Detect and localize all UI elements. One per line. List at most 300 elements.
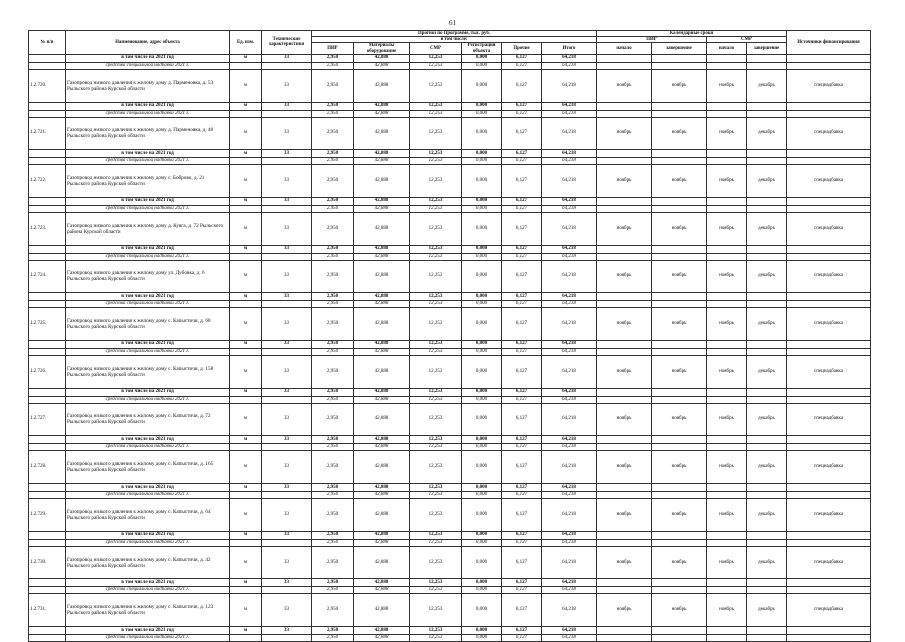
table-row-object [29,260,871,293]
smr-start-cell: ноябрь [707,308,747,341]
fund-label: средства специальной надбавки 2021 г. [66,539,230,546]
smr-end-cell: декабрь [747,69,787,102]
pir-cell: 2,950 [312,245,354,253]
including-label: в том числе на 2021 год [66,340,230,348]
unit-cell: м [230,245,262,253]
funding-cell: спецнадбавка [787,212,871,245]
materials-cell: 42,888 [354,293,410,301]
funding-cell: спецнадбавка [787,355,871,388]
other-cell: 6,127 [502,403,542,436]
pir-cell: 2,950 [312,627,354,635]
unit-cell: м [230,165,262,198]
table-body [29,54,871,641]
smr-cell: 12,253 [410,396,462,403]
including-label: в том числе на 2021 год [66,484,230,492]
table-row-object [29,165,871,198]
smr-cell: 12,253 [410,54,462,62]
total-cell: 64,218 [542,451,597,484]
smr-cell: 12,253 [410,260,462,293]
pir-cell: 2,950 [312,165,354,198]
reg-cell: 0,000 [462,594,502,627]
smr-start-cell: ноябрь [707,260,747,293]
other-cell: 6,127 [502,110,542,117]
smr-start-cell: ноябрь [707,594,747,627]
total-cell: 64,218 [542,197,597,205]
smr-end-cell: декабрь [747,212,787,245]
pir-cell: 2,950 [312,539,354,546]
pir-cell: 2,950 [312,484,354,492]
tech-cell: 33 [262,499,312,532]
total-cell: 64,218 [542,62,597,69]
table-row-including [29,436,871,444]
pir-cell: 2,950 [312,355,354,388]
header-total: Итого [542,43,597,54]
smr-start-cell: ноябрь [707,69,747,102]
materials-cell: 42,888 [354,340,410,348]
including-label: в том числе на 2021 год [66,150,230,158]
fund-label: средства специальной надбавки 2021 г. [66,492,230,499]
materials-cell: 42,888 [354,212,410,245]
table-row-fund [29,539,871,546]
total-cell: 64,218 [542,627,597,635]
pir-cell: 2,950 [312,403,354,436]
table-row-fund [29,635,871,642]
total-cell: 64,218 [542,492,597,499]
reg-cell: 0,000 [462,484,502,492]
unit-cell: м [230,260,262,293]
smr-cell: 12,253 [410,484,462,492]
including-label: в том числе на 2021 год [66,579,230,587]
smr-cell: 12,253 [410,499,462,532]
unit-cell: м [230,293,262,301]
pir-cell: 2,950 [312,340,354,348]
pir-cell: 2,950 [312,253,354,260]
tech-cell: 33 [262,531,312,539]
smr-cell: 12,253 [410,388,462,396]
table-row-including [29,54,871,62]
pir-end-cell: ноябрь [652,308,707,341]
other-cell: 6,127 [502,348,542,355]
header-registration: Регистрация объекта [462,43,502,54]
other-cell: 6,127 [502,340,542,348]
unit-cell: м [230,69,262,102]
tech-cell: 33 [262,388,312,396]
other-cell: 6,127 [502,212,542,245]
funding-cell: спецнадбавка [787,403,871,436]
table-row-object [29,451,871,484]
name-cell: Газопровод низкого давления к жилому дому с. Капыстичи, д. 158 Рыльского района Курской области [66,355,230,388]
num-cell: 1.2.727. [29,403,66,436]
tech-cell: 33 [262,197,312,205]
total-cell: 64,218 [542,436,597,444]
other-cell: 6,127 [502,388,542,396]
name-cell: Газопровод низкого давления к жилому дому ул. Дубовка, д. 6 Рыльского района Курской области [66,260,230,293]
other-cell: 6,127 [502,396,542,403]
smr-cell: 12,253 [410,635,462,642]
table-row-object [29,69,871,102]
reg-cell: 0,000 [462,492,502,499]
other-cell: 6,127 [502,451,542,484]
table-row-including [29,340,871,348]
pir-start-cell: ноябрь [597,355,652,388]
funding-cell: спецнадбавка [787,546,871,579]
smr-end-cell: декабрь [747,499,787,532]
materials-cell: 42,888 [354,484,410,492]
reg-cell: 0,000 [462,301,502,308]
table-row-fund [29,444,871,451]
reg-cell: 0,000 [462,451,502,484]
tech-cell: 33 [262,579,312,587]
num-cell: 1.2.724. [29,260,66,293]
total-cell: 64,218 [542,308,597,341]
table-row-object [29,546,871,579]
materials-cell: 42,888 [354,587,410,594]
total-cell: 64,218 [542,444,597,451]
smr-cell: 12,253 [410,110,462,117]
pir-cell: 2,950 [312,594,354,627]
header-unit: Ед. изм. [230,31,262,55]
total-cell: 64,218 [542,539,597,546]
table-row-including [29,150,871,158]
name-cell: Газопровод низкого давления к жилому дому с. Капыстичи, д. 123 Рыльского района Курской области [66,594,230,627]
table-row-object [29,403,871,436]
funding-cell: спецнадбавка [787,69,871,102]
smr-start-cell: ноябрь [707,165,747,198]
tech-cell: 33 [262,594,312,627]
pir-cell: 2,950 [312,301,354,308]
other-cell: 6,127 [502,150,542,158]
header-tech: Технические характеристики [262,31,312,55]
pir-cell: 2,950 [312,62,354,69]
reg-cell: 0,000 [462,635,502,642]
tech-cell: 33 [262,150,312,158]
header-pir-start: начало [597,43,652,54]
unit-cell: м [230,340,262,348]
smr-cell: 12,253 [410,436,462,444]
unit-cell: м [230,436,262,444]
pir-cell: 2,950 [312,293,354,301]
other-cell: 6,127 [502,579,542,587]
pir-cell: 2,950 [312,102,354,110]
other-cell: 6,127 [502,69,542,102]
smr-cell: 12,253 [410,579,462,587]
table-row-object [29,594,871,627]
pir-end-cell: ноябрь [652,165,707,198]
pir-end-cell: ноябрь [652,499,707,532]
smr-start-cell: ноябрь [707,355,747,388]
fund-label: средства специальной надбавки 2021 г. [66,158,230,165]
smr-cell: 12,253 [410,587,462,594]
other-cell: 6,127 [502,308,542,341]
total-cell: 64,218 [542,110,597,117]
reg-cell: 0,000 [462,54,502,62]
pir-cell: 2,950 [312,212,354,245]
num-cell: 1.2.728. [29,451,66,484]
smr-start-cell: ноябрь [707,451,747,484]
pir-cell: 2,950 [312,197,354,205]
tech-cell: 33 [262,212,312,245]
reg-cell: 0,000 [462,499,502,532]
smr-cell: 12,253 [410,102,462,110]
pir-start-cell: ноябрь [597,260,652,293]
pir-start-cell: ноябрь [597,212,652,245]
reg-cell: 0,000 [462,253,502,260]
header-name: Наименование, адрес объекта [66,31,230,55]
other-cell: 6,127 [502,492,542,499]
smr-cell: 12,253 [410,62,462,69]
tech-cell: 33 [262,69,312,102]
header-materials: Материалы оборудование [354,43,410,54]
table-row-fund [29,158,871,165]
table-row-including [29,197,871,205]
pir-start-cell: ноябрь [597,165,652,198]
materials-cell: 42,888 [354,62,410,69]
smr-cell: 12,253 [410,403,462,436]
reg-cell: 0,000 [462,158,502,165]
reg-cell: 0,000 [462,62,502,69]
pir-cell: 2,950 [312,348,354,355]
pir-cell: 2,950 [312,531,354,539]
smr-cell: 12,253 [410,444,462,451]
tech-cell: 33 [262,245,312,253]
smr-cell: 12,253 [410,117,462,150]
table-row-including [29,388,871,396]
other-cell: 6,127 [502,205,542,212]
materials-cell: 42,888 [354,546,410,579]
materials-cell: 42,888 [354,158,410,165]
other-cell: 6,127 [502,484,542,492]
materials-cell: 42,888 [354,635,410,642]
fund-label: средства специальной надбавки 2021 г. [66,348,230,355]
name-cell: Газопровод низкого давления к жилому дому с. Капыстичи, д. 165 Рыльского района Курской области [66,451,230,484]
pir-end-cell: ноябрь [652,212,707,245]
smr-cell: 12,253 [410,69,462,102]
other-cell: 6,127 [502,635,542,642]
fund-label: средства специальной надбавки 2021 г. [66,635,230,642]
unit-cell: м [230,594,262,627]
reg-cell: 0,000 [462,627,502,635]
total-cell: 64,218 [542,340,597,348]
total-cell: 64,218 [542,579,597,587]
table-row-object [29,355,871,388]
pir-cell: 2,950 [312,308,354,341]
fund-label: средства специальной надбавки 2021 г. [66,301,230,308]
materials-cell: 42,888 [354,69,410,102]
other-cell: 6,127 [502,301,542,308]
materials-cell: 42,888 [354,451,410,484]
pir-cell: 2,950 [312,388,354,396]
including-label: в том числе на 2021 год [66,293,230,301]
funding-cell: спецнадбавка [787,165,871,198]
table-row-fund [29,253,871,260]
pir-cell: 2,950 [312,436,354,444]
materials-cell: 42,888 [354,165,410,198]
pir-cell: 2,950 [312,499,354,532]
materials-cell: 42,888 [354,260,410,293]
smr-cell: 12,253 [410,348,462,355]
other-cell: 6,127 [502,260,542,293]
table-row-fund [29,492,871,499]
total-cell: 64,218 [542,117,597,150]
smr-start-cell: ноябрь [707,499,747,532]
including-label: в том числе на 2021 год [66,531,230,539]
reg-cell: 0,000 [462,197,502,205]
fund-label: средства специальной надбавки 2021 г. [66,396,230,403]
table-row-fund [29,587,871,594]
materials-cell: 42,888 [354,205,410,212]
smr-cell: 12,253 [410,355,462,388]
reg-cell: 0,000 [462,388,502,396]
including-label: в том числе на 2021 год [66,627,230,635]
pir-end-cell: ноябрь [652,451,707,484]
materials-cell: 42,888 [354,396,410,403]
smr-cell: 12,253 [410,492,462,499]
smr-start-cell: ноябрь [707,546,747,579]
other-cell: 6,127 [502,627,542,635]
table-row-including [29,531,871,539]
header-cal-pir: ПИР [597,37,707,43]
including-label: в том числе на 2021 год [66,54,230,62]
tech-cell: 33 [262,627,312,635]
tech-cell: 33 [262,484,312,492]
smr-cell: 12,253 [410,301,462,308]
materials-cell: 42,888 [354,253,410,260]
materials-cell: 42,888 [354,531,410,539]
unit-cell: м [230,579,262,587]
name-cell: Газопровод низкого давления к жилому дому с. Капыстичи, д. 68 Рыльского района Курской области [66,308,230,341]
pir-cell: 2,950 [312,117,354,150]
other-cell: 6,127 [502,499,542,532]
other-cell: 6,127 [502,197,542,205]
total-cell: 64,218 [542,212,597,245]
reg-cell: 0,000 [462,587,502,594]
total-cell: 64,218 [542,587,597,594]
pir-cell: 2,950 [312,158,354,165]
table-header [29,31,871,55]
table-row-object [29,117,871,150]
unit-cell: м [230,150,262,158]
pir-cell: 2,950 [312,546,354,579]
tech-cell: 33 [262,308,312,341]
reg-cell: 0,000 [462,205,502,212]
including-label: в том числе на 2021 год [66,388,230,396]
total-cell: 64,218 [542,260,597,293]
name-cell: Газопровод низкого давления к жилому дому д. Парменовка, д. 53 Рыльского района Курской области [66,69,230,102]
unit-cell: м [230,451,262,484]
total-cell: 64,218 [542,54,597,62]
pir-cell: 2,950 [312,451,354,484]
including-label: в том числе на 2021 год [66,102,230,110]
smr-end-cell: декабрь [747,117,787,150]
smr-start-cell: ноябрь [707,117,747,150]
program-table [28,30,871,642]
tech-cell: 33 [262,436,312,444]
materials-cell: 42,888 [354,492,410,499]
reg-cell: 0,000 [462,102,502,110]
smr-cell: 12,253 [410,627,462,635]
unit-cell: м [230,197,262,205]
funding-cell: спецнадбавка [787,117,871,150]
pir-cell: 2,950 [312,110,354,117]
total-cell: 64,218 [542,403,597,436]
table-row-including [29,102,871,110]
materials-cell: 42,888 [354,110,410,117]
smr-end-cell: декабрь [747,594,787,627]
pir-end-cell: ноябрь [652,355,707,388]
table-row-fund [29,205,871,212]
smr-end-cell: декабрь [747,165,787,198]
smr-cell: 12,253 [410,539,462,546]
total-cell: 64,218 [542,499,597,532]
pir-start-cell: ноябрь [597,117,652,150]
header-smr-start: начало [707,43,747,54]
materials-cell: 42,888 [354,348,410,355]
table-row-fund [29,62,871,69]
materials-cell: 42,888 [354,301,410,308]
other-cell: 6,127 [502,102,542,110]
reg-cell: 0,000 [462,110,502,117]
total-cell: 64,218 [542,69,597,102]
tech-cell: 33 [262,117,312,150]
fund-label: средства специальной надбавки 2021 г. [66,253,230,260]
name-cell: Газопровод низкого давления к жилому дому с. Боброво, д. 21 Рыльского района Курской области [66,165,230,198]
name-cell: Газопровод низкого давления к жилому дому с. Капыстичи, д. 64 Рыльского района Курской области [66,499,230,532]
tech-cell: 33 [262,260,312,293]
materials-cell: 42,888 [354,54,410,62]
fund-label: средства специальной надбавки 2021 г. [66,110,230,117]
page-number: 61 [449,19,456,27]
total-cell: 64,218 [542,205,597,212]
including-label: в том числе на 2021 год [66,197,230,205]
tech-cell: 33 [262,355,312,388]
header-num: № п/п [29,31,66,55]
smr-start-cell: ноябрь [707,212,747,245]
num-cell: 1.2.725. [29,308,66,341]
pir-start-cell: ноябрь [597,594,652,627]
total-cell: 64,218 [542,635,597,642]
header-other: Прочие [502,43,542,54]
other-cell: 6,127 [502,444,542,451]
smr-cell: 12,253 [410,531,462,539]
reg-cell: 0,000 [462,293,502,301]
other-cell: 6,127 [502,355,542,388]
smr-cell: 12,253 [410,546,462,579]
pir-cell: 2,950 [312,444,354,451]
header-forecast: Прогноз по Программе, тыс. руб. [312,31,597,37]
smr-end-cell: декабрь [747,355,787,388]
materials-cell: 42,888 [354,579,410,587]
reg-cell: 0,000 [462,396,502,403]
header-pir-end: завершение [652,43,707,54]
materials-cell: 42,888 [354,117,410,150]
reg-cell: 0,000 [462,355,502,388]
reg-cell: 0,000 [462,165,502,198]
unit-cell: м [230,102,262,110]
table-row-object [29,499,871,532]
smr-cell: 12,253 [410,253,462,260]
smr-end-cell: декабрь [747,451,787,484]
total-cell: 64,218 [542,253,597,260]
table-row-fund [29,301,871,308]
unit-cell: м [230,484,262,492]
pir-start-cell: ноябрь [597,546,652,579]
materials-cell: 42,888 [354,436,410,444]
materials-cell: 42,888 [354,594,410,627]
smr-cell: 12,253 [410,293,462,301]
header-funding: Источники финансирования [787,31,871,55]
tech-cell: 33 [262,102,312,110]
reg-cell: 0,000 [462,348,502,355]
